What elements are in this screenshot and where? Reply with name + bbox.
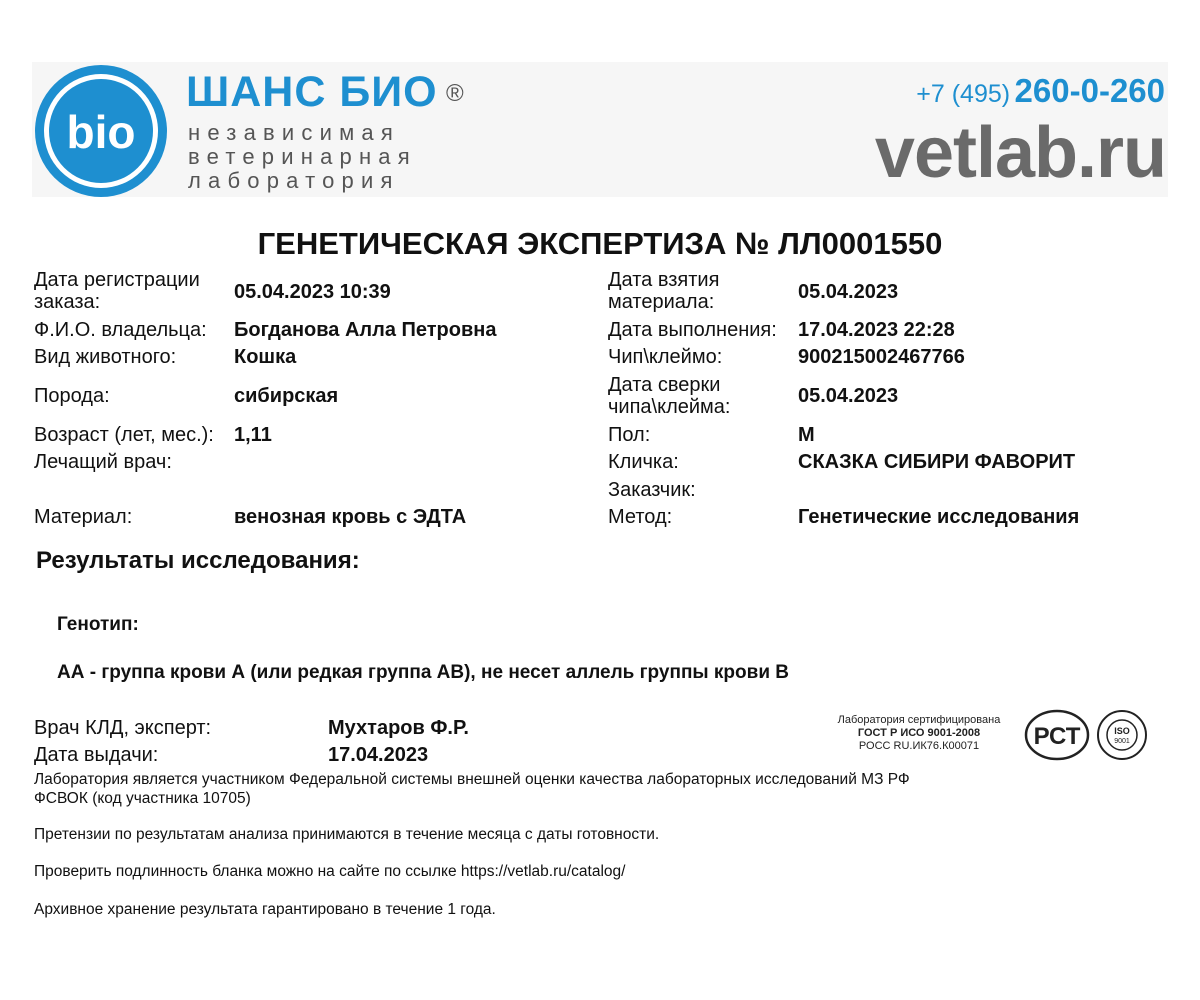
note-verify: Проверить подлинность бланка можно на сайте по ссылке https://vetlab.ru/catalog/ (34, 863, 626, 880)
field-label-sex: Пол: (608, 424, 651, 446)
tagline-line-2: ветеринарная (188, 144, 417, 169)
tagline-line-1: независимая (188, 120, 400, 145)
field-label-material: Материал: (34, 506, 133, 528)
pct-certification-icon (1024, 709, 1090, 761)
note-claims: Претензии по результатам анализа принимаются в течение месяца с даты готовности. (34, 826, 660, 843)
field-label-method: Метод: (608, 506, 673, 528)
field-value-nickname: СКАЗКА СИБИРИ ФАВОРИТ (798, 451, 1076, 473)
field-value-chip-check: 05.04.2023 (798, 385, 899, 407)
cert-line-1: Лаборатория сертифицирована (837, 714, 1001, 726)
field-label-species: Вид животного: (34, 346, 177, 368)
field-label-doctor: Лечащий врач: (34, 451, 172, 473)
note-fsvok-line-1: Лаборатория является участником Федеральной системы внешней оценки качества лабораторных исследований МЗ РФ (34, 771, 910, 788)
field-label-nickname: Кличка: (608, 451, 679, 473)
pct-mark-text: РСТ (1033, 723, 1081, 750)
website: vetlab.ru (874, 113, 1166, 193)
field-label-reg-date-2: заказа: (34, 291, 101, 313)
phone-code: +7 (495) (916, 80, 1011, 108)
note-fsvok (34, 770, 1034, 808)
bio-logo (34, 64, 168, 198)
field-label-sample-date-1: Дата взятия (608, 269, 720, 291)
iso-number-text: 9001 (1114, 738, 1130, 745)
field-label-customer: Заказчик: (608, 479, 696, 501)
field-value-material: венозная кровь с ЭДТА (234, 506, 467, 528)
field-value-method: Генетические исследования (798, 506, 1080, 528)
field-value-species: Кошка (234, 346, 297, 368)
issue-date-value: 17.04.2023 (328, 744, 429, 766)
results-heading: Результаты исследования: (36, 547, 360, 574)
cert-line-2: ГОСТ Р ИСО 9001-2008 (857, 727, 981, 739)
tagline-line-3: лаборатория (188, 168, 400, 193)
field-label-owner: Ф.И.О. владельца: (34, 319, 207, 341)
field-value-chip: 900215002467766 (798, 346, 965, 368)
brand-name: ШАНС БИО (186, 68, 438, 116)
field-value-completion-date: 17.04.2023 22:28 (798, 319, 955, 341)
field-label-completion-date: Дата выполнения: (608, 319, 777, 341)
field-label-chip: Чип\клеймо: (608, 346, 723, 368)
document-title: ГЕНЕТИЧЕСКАЯ ЭКСПЕРТИЗА № ЛЛ0001550 (257, 226, 943, 261)
expert-label: Врач КЛД, эксперт: (34, 717, 212, 739)
registered-mark: ® (446, 80, 464, 107)
genotype-value: АА - группа крови А (или редкая группа АВ), не несет аллель группы крови В (57, 662, 790, 683)
certification-text (820, 714, 1018, 753)
note-fsvok-line-2: ФСВОК (код участника 10705) (34, 790, 251, 807)
field-label-sample-date-2: материала: (608, 291, 715, 313)
cert-line-3: РОСС RU.ИК76.К00071 (858, 740, 980, 752)
field-value-sample-date: 05.04.2023 (798, 281, 899, 303)
field-label-chip-check-1: Дата сверки (608, 374, 721, 396)
field-label-reg-date-1: Дата регистрации (34, 269, 200, 291)
expert-value: Мухтаров Ф.Р. (328, 717, 469, 739)
field-value-sex: М (798, 424, 815, 446)
field-value-reg-date: 05.04.2023 10:39 (234, 281, 391, 303)
field-value-age: 1,11 (234, 424, 272, 446)
note-archive: Архивное хранение результата гарантировано в течение 1 года. (34, 901, 496, 918)
logo-text: bio (66, 106, 136, 158)
iso-certification-icon (1096, 709, 1148, 761)
field-value-breed: сибирская (234, 385, 339, 407)
phone-number: 260-0-260 (1014, 72, 1165, 109)
genotype-label: Генотип: (57, 614, 139, 635)
field-label-breed: Порода: (34, 385, 110, 407)
phone (916, 72, 1165, 110)
field-value-owner: Богданова Алла Петровна (234, 319, 497, 341)
field-label-age: Возраст (лет, мес.): (34, 424, 214, 446)
field-label-chip-check-2: чипа\клейма: (608, 396, 731, 418)
iso-mark-text: ISO (1114, 726, 1130, 736)
issue-date-label: Дата выдачи: (34, 744, 159, 766)
